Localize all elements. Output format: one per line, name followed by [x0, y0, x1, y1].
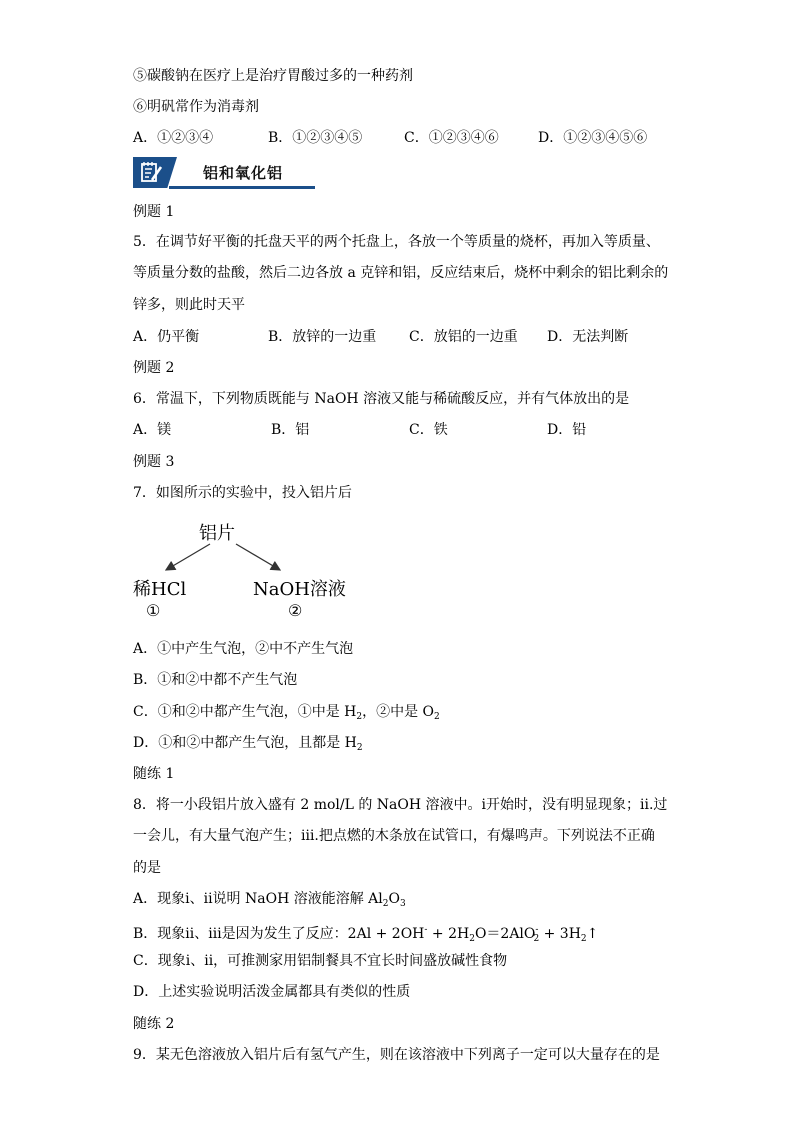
diagram-right-label: NaOH溶液 — [253, 579, 346, 600]
example-1-label: 例题 1 — [133, 204, 175, 220]
q6-option-c[interactable]: C．铁 — [409, 422, 448, 438]
arrow-to-hcl — [166, 544, 210, 570]
q8-option-c[interactable]: C．现象ⅰ、ⅱ，可推测家用铝制餐具不宜长时间盛放碱性食物 — [133, 953, 508, 969]
practice-2-label: 随练 2 — [133, 1016, 175, 1032]
q9-text: 9．某无色溶液放入铝片后有氢气产生，则在该溶液中下列离子一定可以大量存在的是 — [133, 1047, 660, 1063]
q4-option-a[interactable]: A．①②③④ — [133, 130, 214, 146]
q7-text: 7．如图所示的实验中，投入铝片后 — [133, 485, 352, 501]
notepad-pencil-icon — [133, 157, 177, 188]
q7-option-b[interactable]: B．①和②中都不产生气泡 — [133, 672, 298, 688]
q7-option-c[interactable]: C．①和②中都产生气泡，①中是 $H_2$，②中是 $O_2$ — [133, 704, 440, 722]
q5-option-d[interactable]: D．无法判断 — [547, 329, 629, 345]
diagram-right-number: ② — [288, 601, 303, 620]
arrow-to-naoh — [236, 544, 280, 570]
q8-option-d[interactable]: D．上述实验说明活泼金属都具有类似的性质 — [133, 984, 411, 1000]
q8-option-b[interactable]: B．现象ⅱ、ⅲ是因为发生了反应：$2Al + 2OH^- + 2H_2O=2AlO^-_2$ + $3H_2↑$ — [133, 925, 599, 944]
q4-option-b[interactable]: B．①②③④⑤ — [268, 130, 363, 146]
q4-option-d[interactable]: D．①②③④⑤⑥ — [538, 130, 648, 146]
example-2-label: 例题 2 — [133, 360, 175, 376]
q5-line-3: 锌多，则此时天平 — [133, 297, 245, 313]
q5-line-2: 等质量分数的盐酸，然后二边各放 a 克锌和铝，反应结束后，烧杯中剩余的铝比剩余的 — [133, 265, 669, 281]
q5-line-1: 5．在调节好平衡的托盘天平的两个托盘上，各放一个等质量的烧杯，再加入等质量、 — [133, 234, 660, 250]
q6-option-a[interactable]: A．镁 — [133, 422, 172, 438]
q5-option-a[interactable]: A．仍平衡 — [133, 329, 200, 345]
q6-option-d[interactable]: D．铅 — [547, 422, 587, 438]
q5-option-c[interactable]: C．放铝的一边重 — [409, 329, 518, 345]
diagram-top-label: 铝片 — [199, 523, 235, 544]
section-title: 铝和氧化铝 — [203, 164, 284, 182]
diagram-left-label: 稀HCl — [133, 579, 187, 600]
statement-5: ⑤碳酸钠在医疗上是治疗胃酸过多的一种药剂 — [133, 68, 413, 84]
q7-option-d[interactable]: D．①和②中都产生气泡，且都是 $H_2$ — [133, 735, 363, 753]
q4-option-c[interactable]: C．①②③④⑥ — [404, 130, 499, 146]
example-3-label: 例题 3 — [133, 454, 175, 470]
q8-line-3: 的是 — [133, 860, 161, 876]
section-underline — [169, 186, 315, 189]
q5-option-b[interactable]: B．放锌的一边重 — [268, 329, 377, 345]
q8-option-a[interactable]: A．现象ⅰ、ⅱ说明 NaOH 溶液能溶解 $Al_2O_3$ — [133, 891, 406, 909]
q8-line-2: 一会儿，有大量气泡产生；ⅲ.把点燃的木条放在试管口，有爆鸣声。下列说法不正确 — [133, 828, 655, 844]
diagram-left-number: ① — [146, 601, 161, 620]
q6-text: 6．常温下，下列物质既能与 NaOH 溶液又能与稀硫酸反应，并有气体放出的是 — [133, 391, 630, 407]
experiment-diagram — [132, 518, 362, 628]
section-banner — [133, 157, 315, 190]
statement-6: ⑥明矾常作为消毒剂 — [133, 99, 259, 115]
q7-option-a[interactable]: A．①中产生气泡，②中不产生气泡 — [133, 641, 354, 657]
q6-option-b[interactable]: B．铝 — [271, 422, 310, 438]
practice-1-label: 随练 1 — [133, 766, 175, 782]
q8-line-1: 8．将一小段铝片放入盛有 2 mol/L 的 NaOH 溶液中。ⅰ开始时，没有明显现象；ⅱ.过 — [133, 797, 668, 813]
